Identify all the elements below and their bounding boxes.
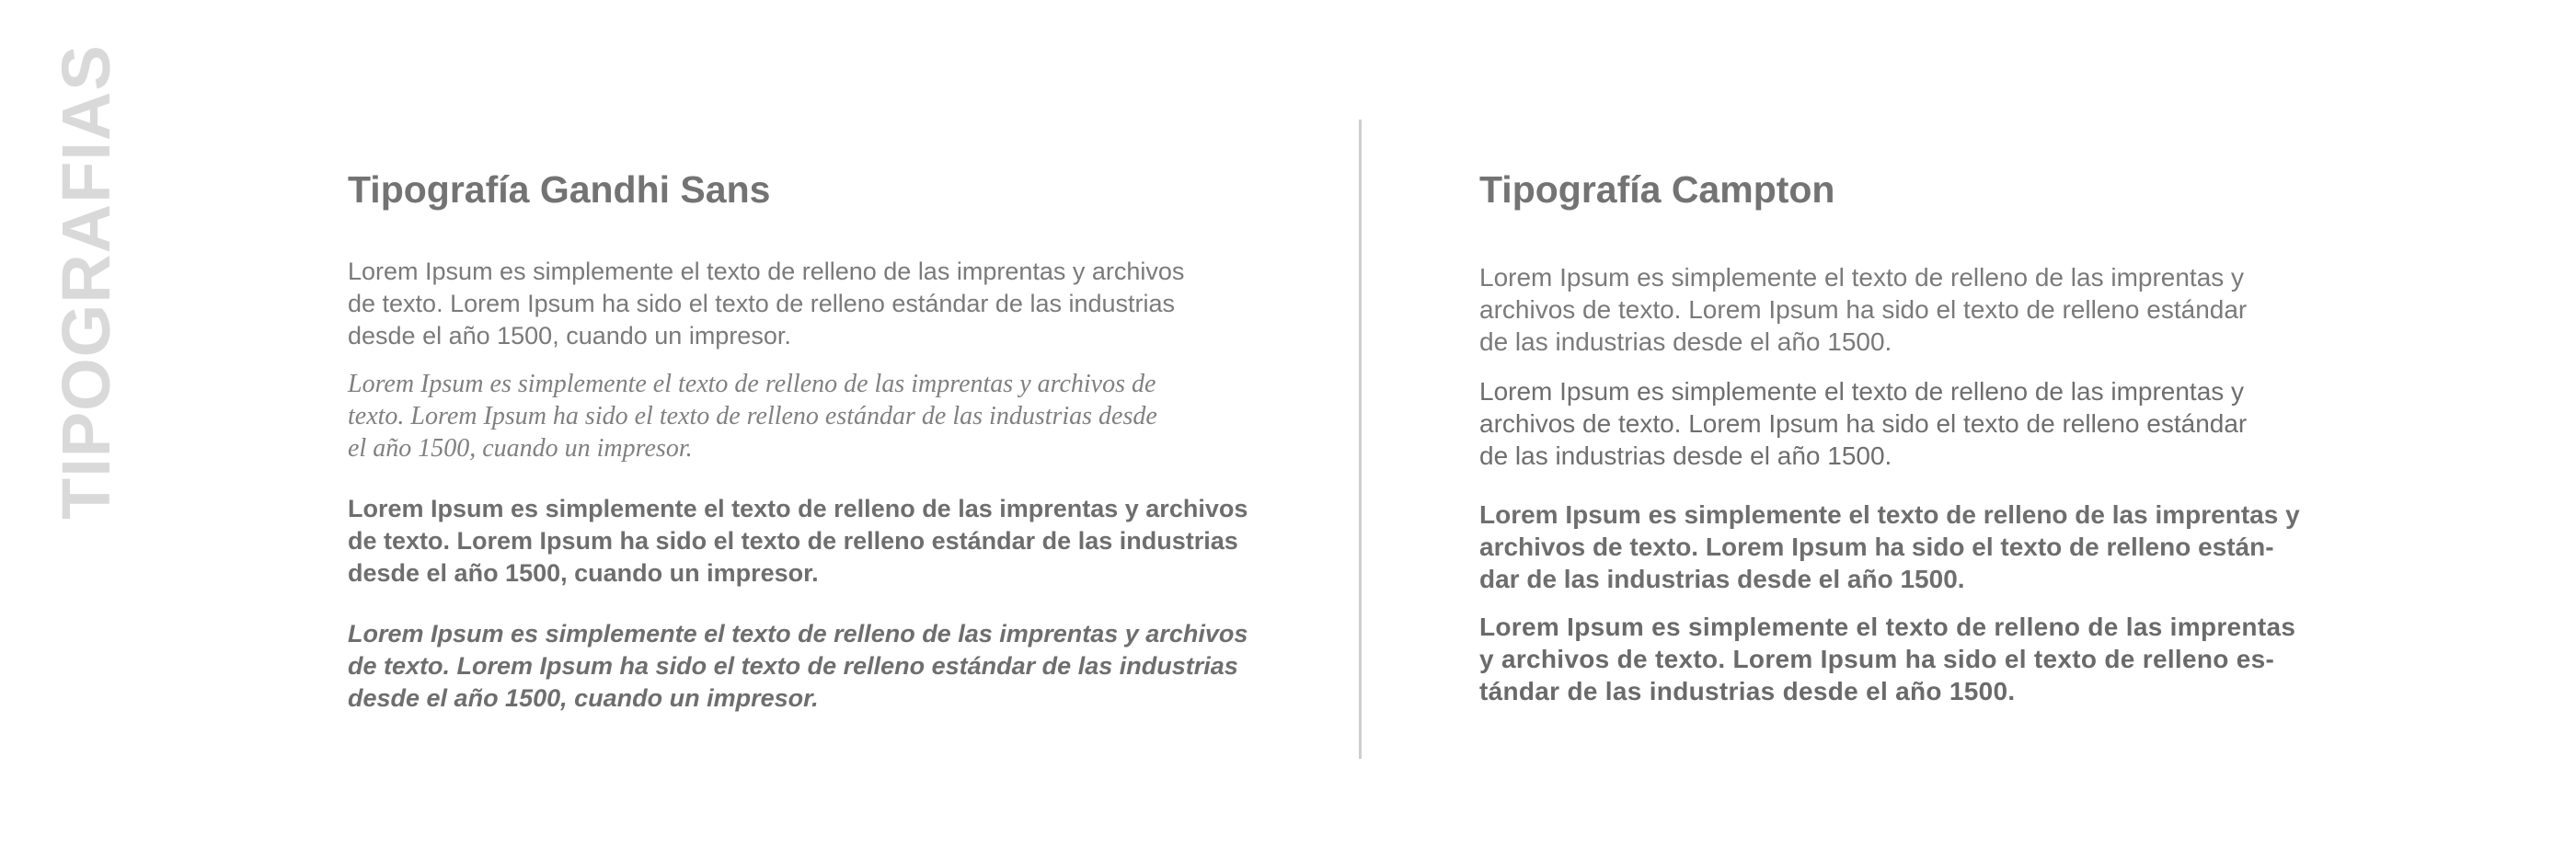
gandhi-sans-bold-sample: Lorem Ipsum es simplemente el texto de relleno de las imprentas y archivos de texto. Lorem Ipsum ha sido el texto de relleno estándar de las industrias desde el año 1500, cuando un impresor. — [348, 495, 1248, 587]
side-title-text: TIPOGRAFIAS — [48, 44, 124, 520]
campton-heading: Tipografía Campton — [1479, 168, 1835, 211]
campton-bold-sample: Lorem Ipsum es simplemente el texto de relleno de las imprentas y archivos de texto. Lorem Ipsum ha sido el texto de relleno es- tándar de las industrias desde el año 1500. — [1479, 613, 2296, 705]
gandhi-sans-italic-sample: Lorem Ipsum es simplemente el texto de relleno de las imprentas y archivos de texto. Lorem Ipsum ha sido el texto de relleno estándar de las industrias desde el año 1500, cuando un impresor. — [348, 370, 1157, 463]
gandhi-sans-regular-sample: Lorem Ipsum es simplemente el texto de relleno de las imprentas y archivos de texto. Lorem Ipsum ha sido el texto de relleno estándar de las industrias desde el año 1500, cuando un impresor. — [348, 258, 1185, 350]
gandhi-sans-column — [348, 162, 1268, 712]
campton-light-sample: Lorem Ipsum es simplemente el texto de relleno de las imprentas y archivos de texto. Lorem Ipsum ha sido el texto de relleno estándar de las industrias desde el año 1500. — [1479, 263, 2248, 356]
campton-medium-sample: Lorem Ipsum es simplemente el texto de relleno de las imprentas y archivos de texto. Lorem Ipsum ha sido el texto de relleno están- dar de las industrias desde el año 1500. — [1479, 500, 2300, 593]
gandhi-sans-bold-italic-sample: Lorem Ipsum es simplemente el texto de relleno de las imprentas y archivos de texto. Lorem Ipsum ha sido el texto de relleno estándar de las industrias desde el año 1500, cuando un impresor. — [348, 620, 1248, 712]
column-divider — [1359, 120, 1362, 759]
campton-book-sample: Lorem Ipsum es simplemente el texto de relleno de las imprentas y archivos de texto. Lorem Ipsum ha sido el texto de relleno estándar de las industrias desde el año 1500. — [1479, 377, 2248, 470]
campton-column — [1479, 162, 2399, 705]
side-title — [0, 0, 124, 533]
gandhi-sans-heading: Tipografía Gandhi Sans — [348, 168, 771, 211]
